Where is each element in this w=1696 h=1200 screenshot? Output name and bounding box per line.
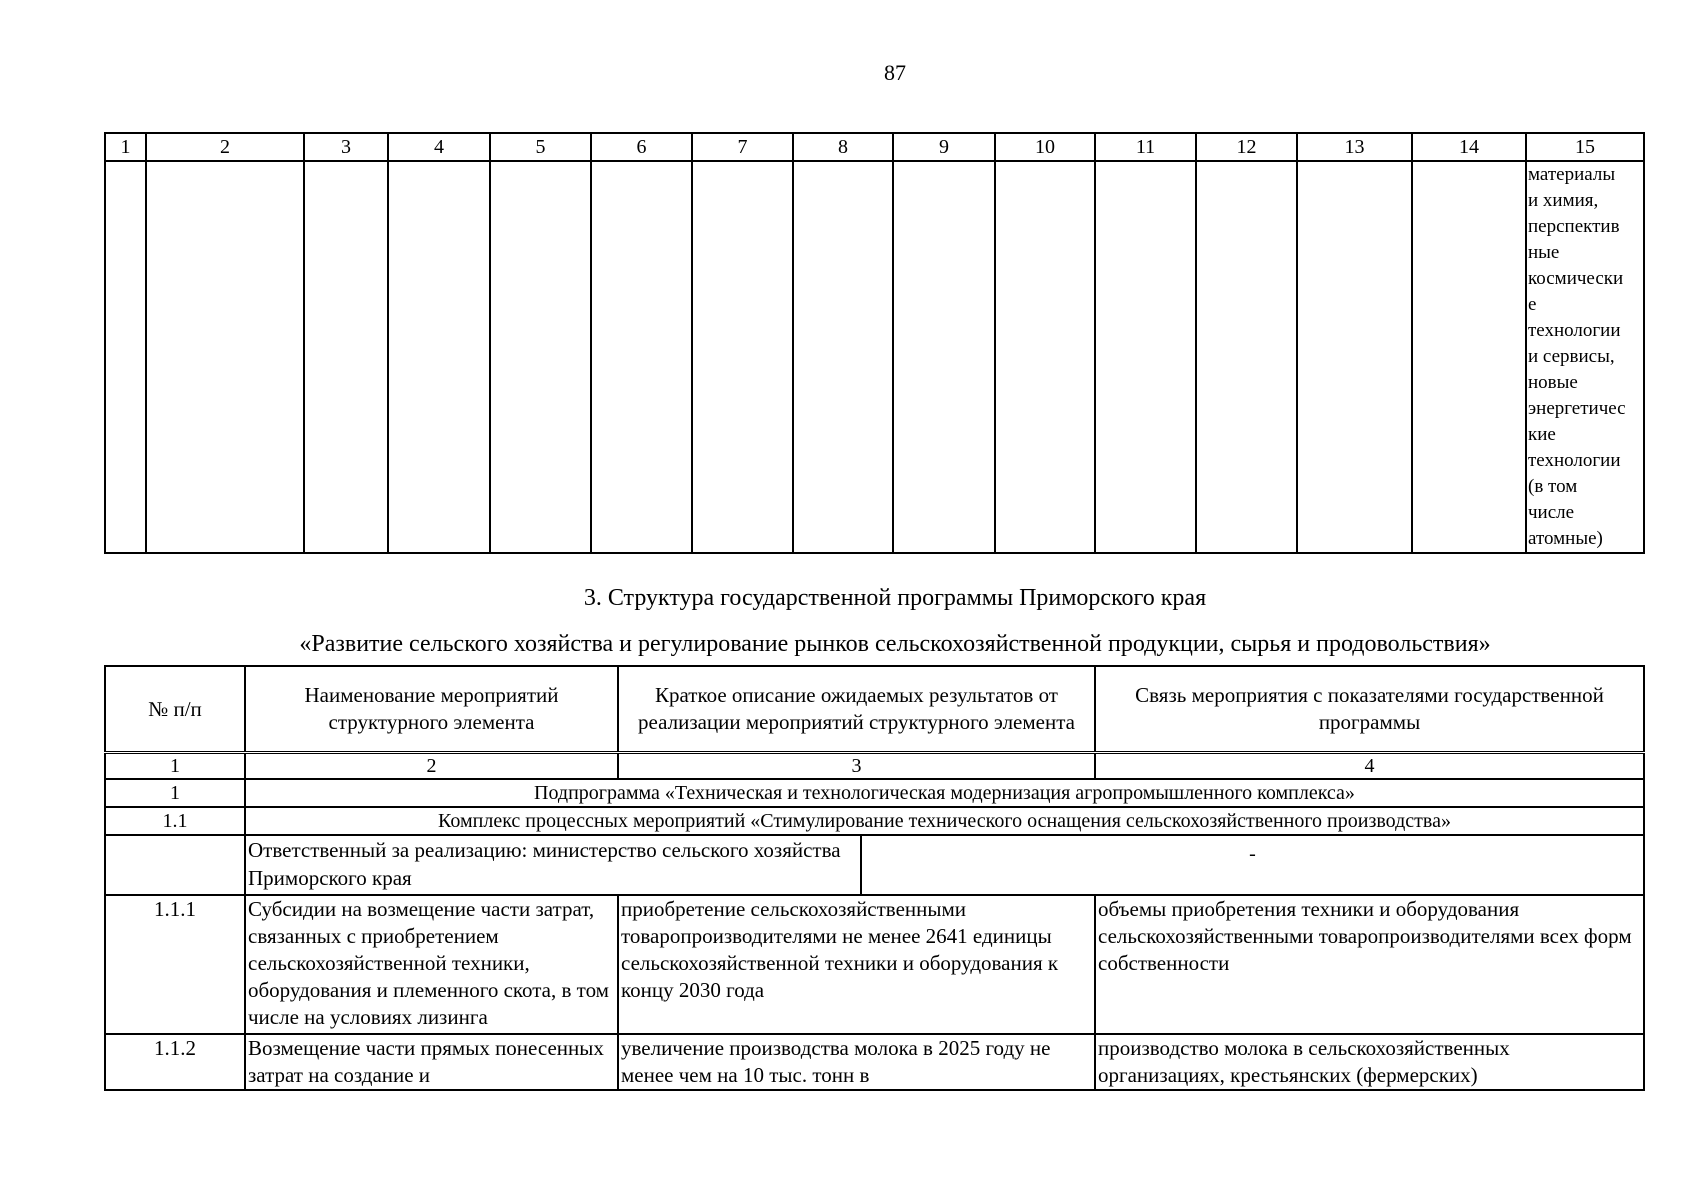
col-number: 2 [245,753,618,780]
complex-row [105,807,1644,835]
responsible-value: - [1249,843,1256,865]
table-row [105,1034,1644,1090]
column-number-row [105,753,1644,780]
text-line: новые [1528,372,1578,393]
text-line: технологии [1528,450,1621,471]
row-name: Субсидии на возмещение части затрат, связанных с приобретением сельскохозяйственной техники, оборудования и племенного скота, в том числе на условиях лизинга [245,895,618,1034]
complex-number: 1.1 [105,807,245,835]
row-link: производство молока в сельскохозяйственных организациях, крестьянских (фермерских) [1095,1034,1644,1090]
header-link: Связь мероприятия с показателями государственной программы [1095,666,1644,753]
empty-cell [105,835,245,895]
col-number: 9 [893,133,995,161]
col-number: 14 [1412,133,1526,161]
text-line: атомные) [1528,528,1603,549]
header-name: Наименование мероприятий структурного элемента [245,666,618,753]
empty-cell [1196,161,1297,553]
empty-cell [388,161,490,553]
complex-title: Комплекс процессных мероприятий «Стимулирование технического оснащения сельскохозяйственного производства» [245,807,1644,835]
responsible-cell [245,835,1644,895]
empty-cell [591,161,692,553]
header-row [105,666,1644,753]
col-number: 3 [618,753,1095,780]
text-line: числе [1528,502,1575,523]
empty-cell [1412,161,1526,553]
row-number: 1.1.2 [105,1034,245,1090]
text-line: и химия, [1528,190,1599,211]
empty-cell [692,161,793,553]
empty-cell [105,161,146,553]
text-line: перспектив [1528,216,1620,237]
row-name: Возмещение части прямых понесенных затрат на создание и [245,1034,618,1090]
col-number: 4 [1095,753,1644,780]
col-number: 8 [793,133,893,161]
text-line: е [1528,294,1537,315]
text-line: ные [1528,242,1560,263]
col-number: 7 [692,133,793,161]
col-number: 4 [388,133,490,161]
text-line: технологии [1528,320,1621,341]
empty-cell [1297,161,1412,553]
header-result: Краткое описание ожидаемых результатов от реализации мероприятий структурного элемента [618,666,1095,753]
col15-text [1526,161,1644,553]
row-link: объемы приобретения техники и оборудования сельскохозяйственными товаропроизводителями всех форм собственности [1095,895,1644,1034]
responsible-row [105,835,1644,895]
text-line: космически [1528,268,1624,289]
continuation-row [105,161,1644,553]
col-number: 5 [490,133,591,161]
col-number: 3 [304,133,388,161]
col-number: 6 [591,133,692,161]
column-number-row [105,133,1644,161]
col-number: 1 [105,133,146,161]
continuation-table [104,132,1645,554]
section-title: 3. Структура государственной программы Приморского края [583,585,1207,611]
program-structure-table [104,665,1645,1091]
responsible-text: Ответственный за реализацию: министерство сельского хозяйства Приморского края [246,836,862,894]
text-line: (в том [1528,476,1578,497]
text-line: кие [1528,424,1556,445]
section-subtitle: «Развитие сельского хозяйства и регулирование рынков сельскохозяйственной продукции, сырья и продовольствия» [299,631,1491,657]
subprogram-title: Подпрограмма «Техническая и технологическая модернизация агропромышленного комплекса» [245,779,1644,807]
row-result: увеличение производства молока в 2025 году не менее чем на 10 тыс. тонн в [618,1034,1095,1090]
col-number: 15 [1526,133,1644,161]
table-row [105,895,1644,1034]
col-number: 10 [995,133,1095,161]
header-number: № п/п [105,666,245,753]
subprogram-row [105,779,1644,807]
text-line: материалы [1528,164,1616,185]
empty-cell [490,161,591,553]
col-number: 11 [1095,133,1196,161]
page-number: 87 [884,60,906,85]
col-number: 12 [1196,133,1297,161]
col-number: 1 [105,753,245,780]
text-line: энергетичес [1528,398,1626,419]
empty-cell [793,161,893,553]
empty-cell [893,161,995,553]
col-number: 13 [1297,133,1412,161]
subprogram-number: 1 [105,779,245,807]
text-line: и сервисы, [1528,346,1615,367]
empty-cell [146,161,304,553]
empty-cell [995,161,1095,553]
row-number: 1.1.1 [105,895,245,1034]
col-number: 2 [146,133,304,161]
empty-cell [1095,161,1196,553]
row-result: приобретение сельскохозяйственными товаропроизводителями не менее 2641 единицы сельскохозяйственной техники и оборудования к концу 2030 года [618,895,1095,1034]
empty-cell [304,161,388,553]
